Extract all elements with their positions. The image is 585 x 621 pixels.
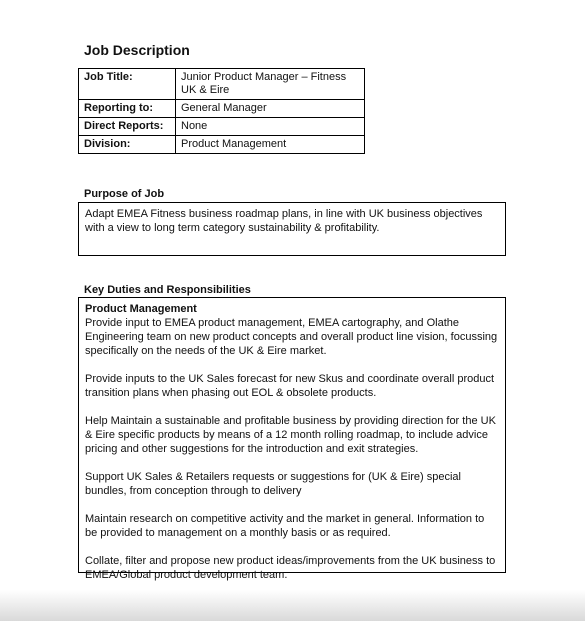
purpose-text: Adapt EMEA Fitness business roadmap plans, in line with UK business objectives with a view to long term category sustainability & profitability. bbox=[85, 208, 483, 234]
job-title-value: Junior Product Manager – Fitness UK & Eire bbox=[176, 69, 365, 100]
table-row bbox=[79, 69, 365, 100]
table-row bbox=[79, 136, 365, 154]
duty-paragraph: Provide input to EMEA product management, EMEA cartography, and Olathe Engineering team on new product concepts and overall product line vision, focussing specifically on the needs of the UK & Eire market. bbox=[85, 317, 498, 357]
table-row bbox=[79, 100, 365, 118]
duty-paragraph: Maintain research on competitive activity and the market in general. Information to be provided to management on a monthly basis or as required. bbox=[85, 513, 485, 539]
purpose-heading: Purpose of Job bbox=[84, 188, 165, 200]
direct-reports-label: Direct Reports: bbox=[79, 118, 176, 136]
duty-paragraph: Help Maintain a sustainable and profitable business by providing direction for the UK & Eire specific products by means of a 12 month rolling roadmap, to include advice pricing and other suggestions for the introduction and exit strategies. bbox=[85, 415, 496, 455]
purpose-box bbox=[78, 202, 506, 256]
reporting-to-value: General Manager bbox=[176, 100, 365, 118]
job-title-label: Job Title: bbox=[79, 69, 176, 100]
job-info-table bbox=[78, 68, 365, 154]
duty-paragraph: Support UK Sales & Retailers requests or suggestions for (UK & Eire) special bundles, from conception through to delivery bbox=[85, 471, 461, 497]
duties-heading: Key Duties and Responsibilities bbox=[84, 284, 251, 296]
product-management-subheading: Product Management bbox=[85, 303, 197, 315]
page-bottom-edge bbox=[0, 590, 585, 621]
division-value: Product Management bbox=[176, 136, 365, 154]
division-label: Division: bbox=[79, 136, 176, 154]
table-row bbox=[79, 118, 365, 136]
duty-paragraph: Collate, filter and propose new product ideas/improvements from the UK business to EMEA/Global product development team. bbox=[85, 555, 496, 581]
document-title: Job Description bbox=[84, 42, 190, 58]
direct-reports-value: None bbox=[176, 118, 365, 136]
duties-box bbox=[78, 297, 506, 581]
reporting-to-label: Reporting to: bbox=[79, 100, 176, 118]
duty-paragraph: Provide inputs to the UK Sales forecast for new Skus and coordinate overall product transition plans when phasing out EOL & obsolete products. bbox=[85, 373, 495, 399]
